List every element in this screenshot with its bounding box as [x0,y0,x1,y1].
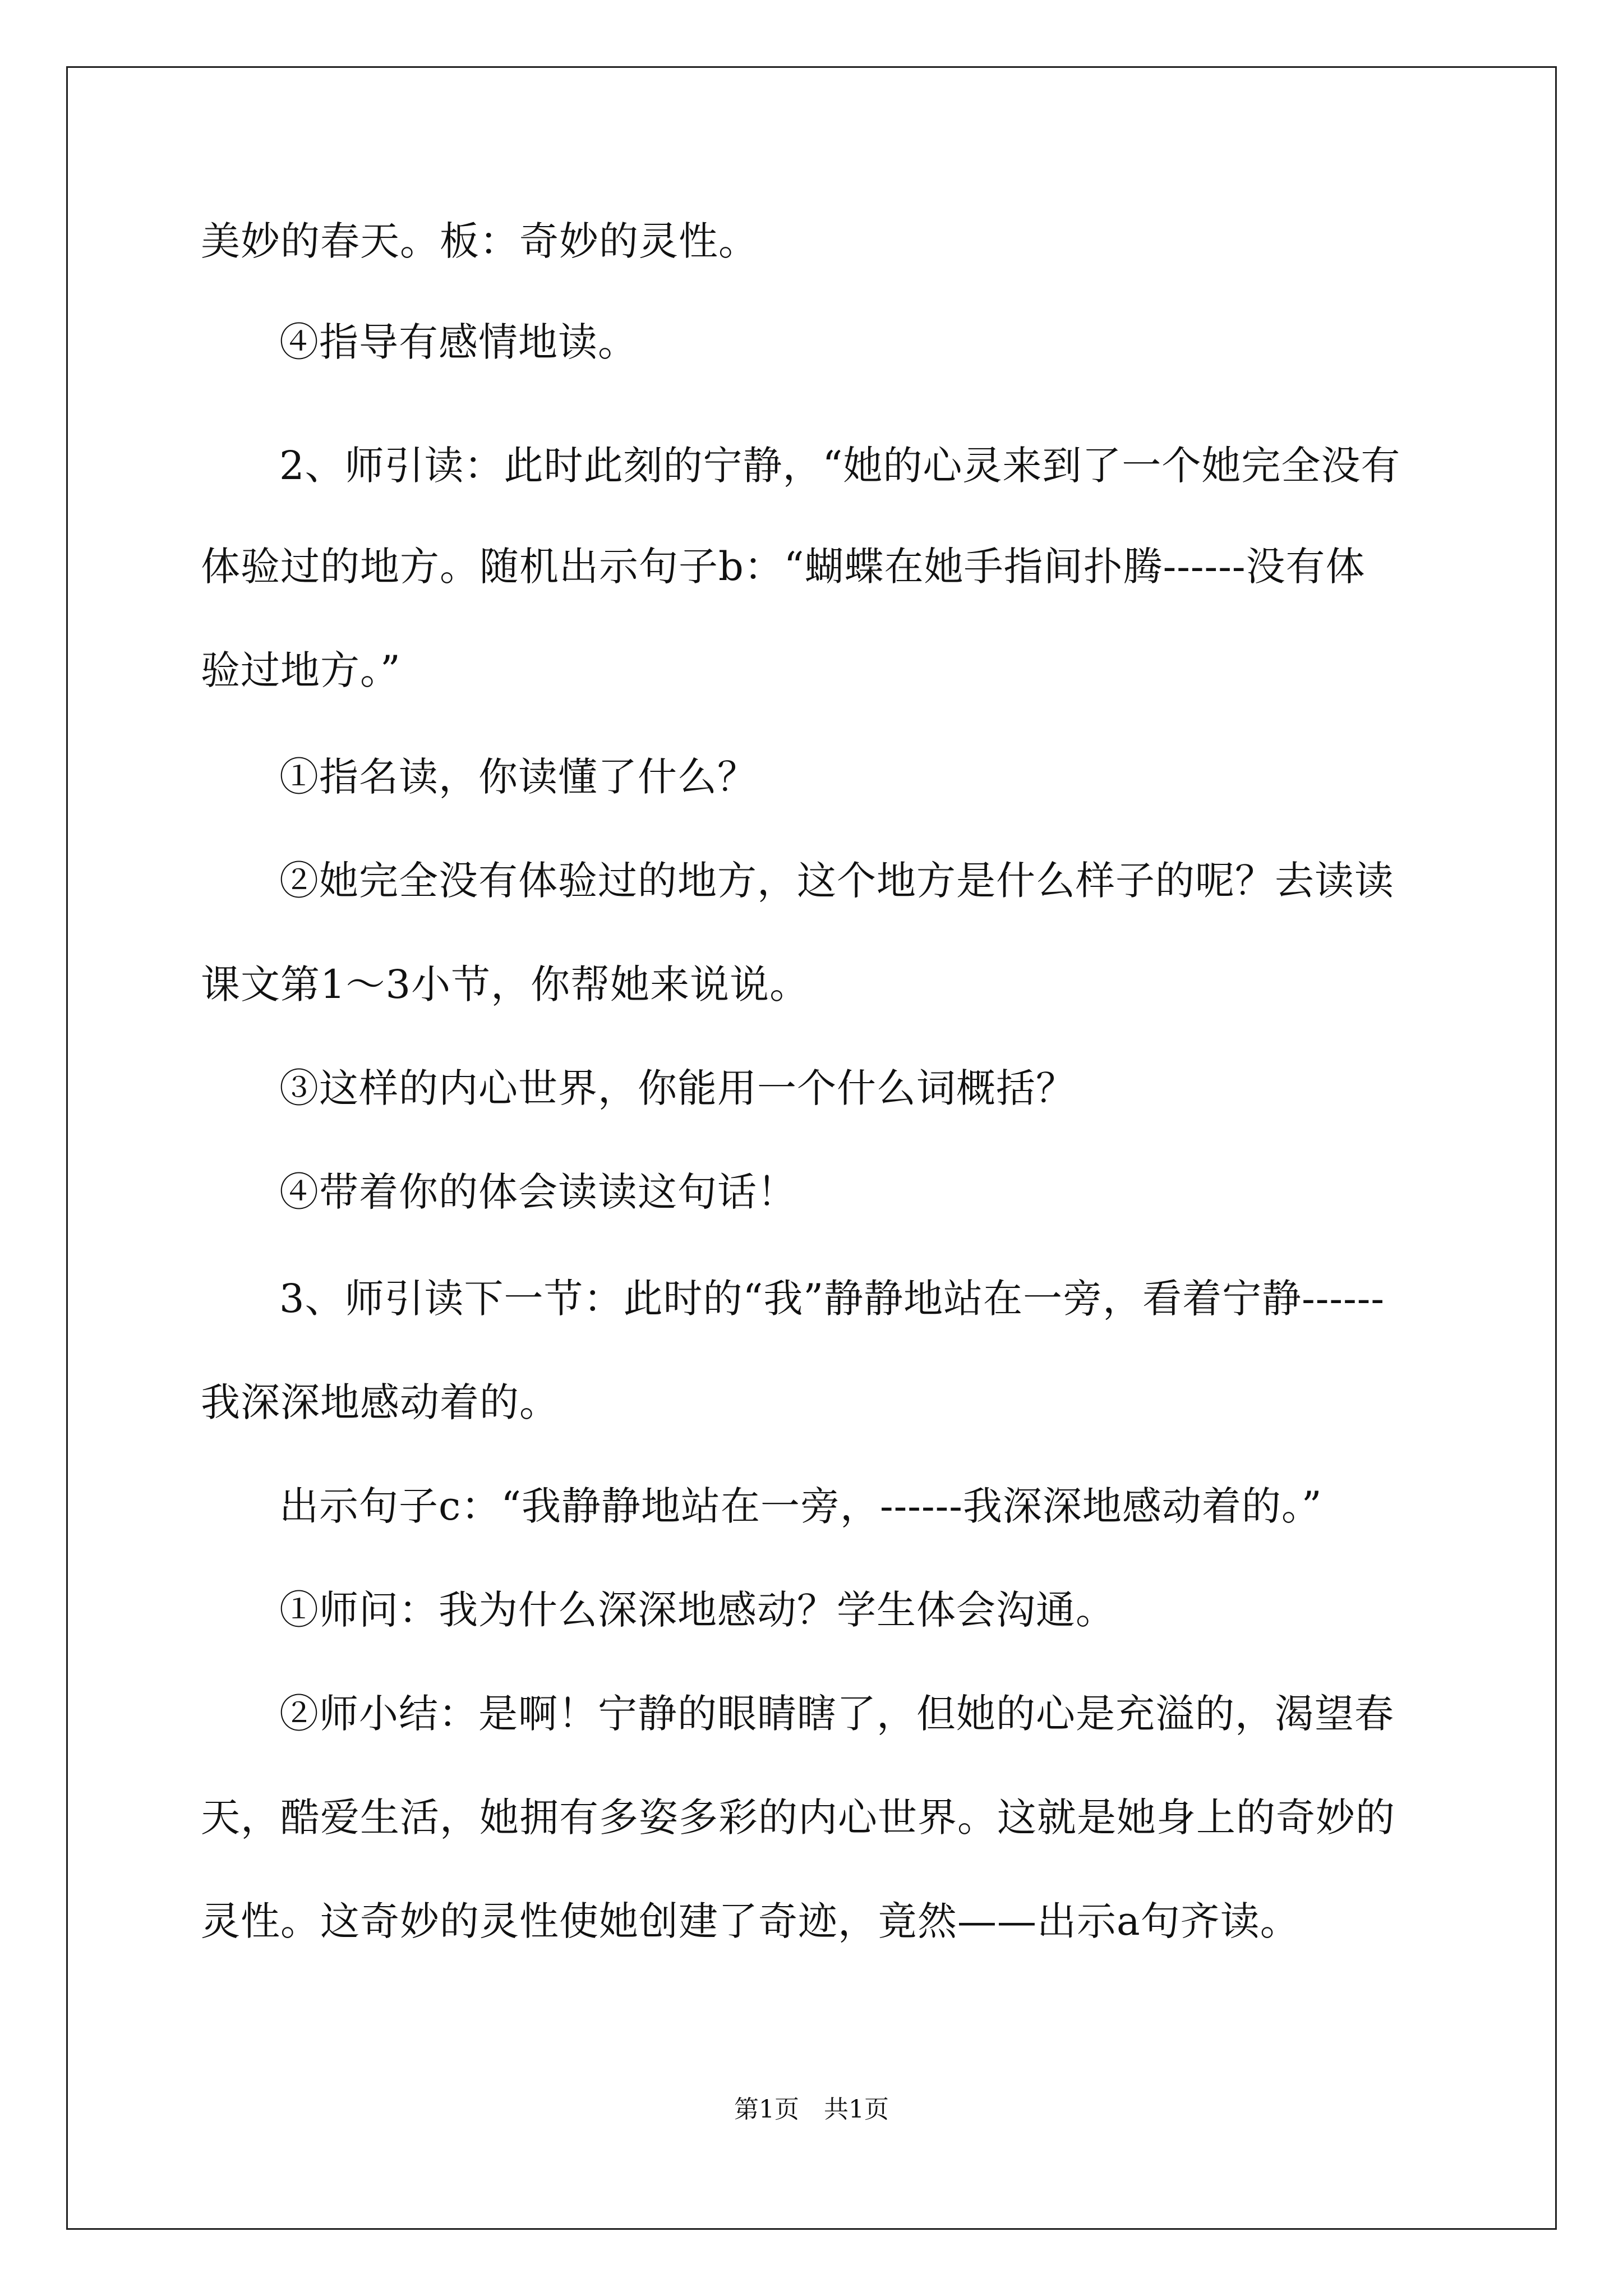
text-line: ③这样的内心世界，你能用一个什么词概括？ [279,1065,1076,1111]
text-line: ①指名读，你读懂了什么？ [279,754,757,800]
text-line: 灵性。这奇妙的灵性使她创建了奇迹，竟然——出示a句齐读。 [201,1898,1300,1944]
text-line: 出示句子c：“我静静地站在一旁，------我深深地感动着的。” [279,1483,1322,1529]
text-line: 美妙的春天。板：奇妙的灵性。 [201,218,758,264]
text-line: 体验过的地方。随机出示句子b：“蝴蝶在她手指间扑腾------没有体 [201,544,1366,590]
text-line: 验过地方。” [201,647,401,693]
text-line: ②师小结：是啊！宁静的眼睛瞎了，但她的心是充溢的，渴望春 [279,1691,1394,1737]
text-line: ④指导有感情地读。 [279,319,638,365]
text-line: 我深深地感动着的。 [201,1379,559,1425]
text-line: ④带着你的体会读读这句话！ [279,1169,797,1215]
text-line: ①师问：我为什么深深地感动？学生体会沟通。 [279,1587,1115,1633]
text-line: ②她完全没有体验过的地方，这个地方是什么样子的呢？去读读 [279,858,1394,904]
text-line: 3、师引读下一节：此时的“我”静静地站在一旁，看着宁静------ [279,1276,1385,1322]
text-line: 课文第1～3小节，你帮她来说说。 [201,961,810,1007]
text-line: 天，酷爱生活，她拥有多姿多彩的内心世界。这就是她身上的奇妙的 [201,1795,1395,1841]
text-line: 2、师引读：此时此刻的宁静，“她的心灵来到了一个她完全没有 [279,443,1401,489]
page-footer: 第1页 共1页 [734,2095,889,2124]
